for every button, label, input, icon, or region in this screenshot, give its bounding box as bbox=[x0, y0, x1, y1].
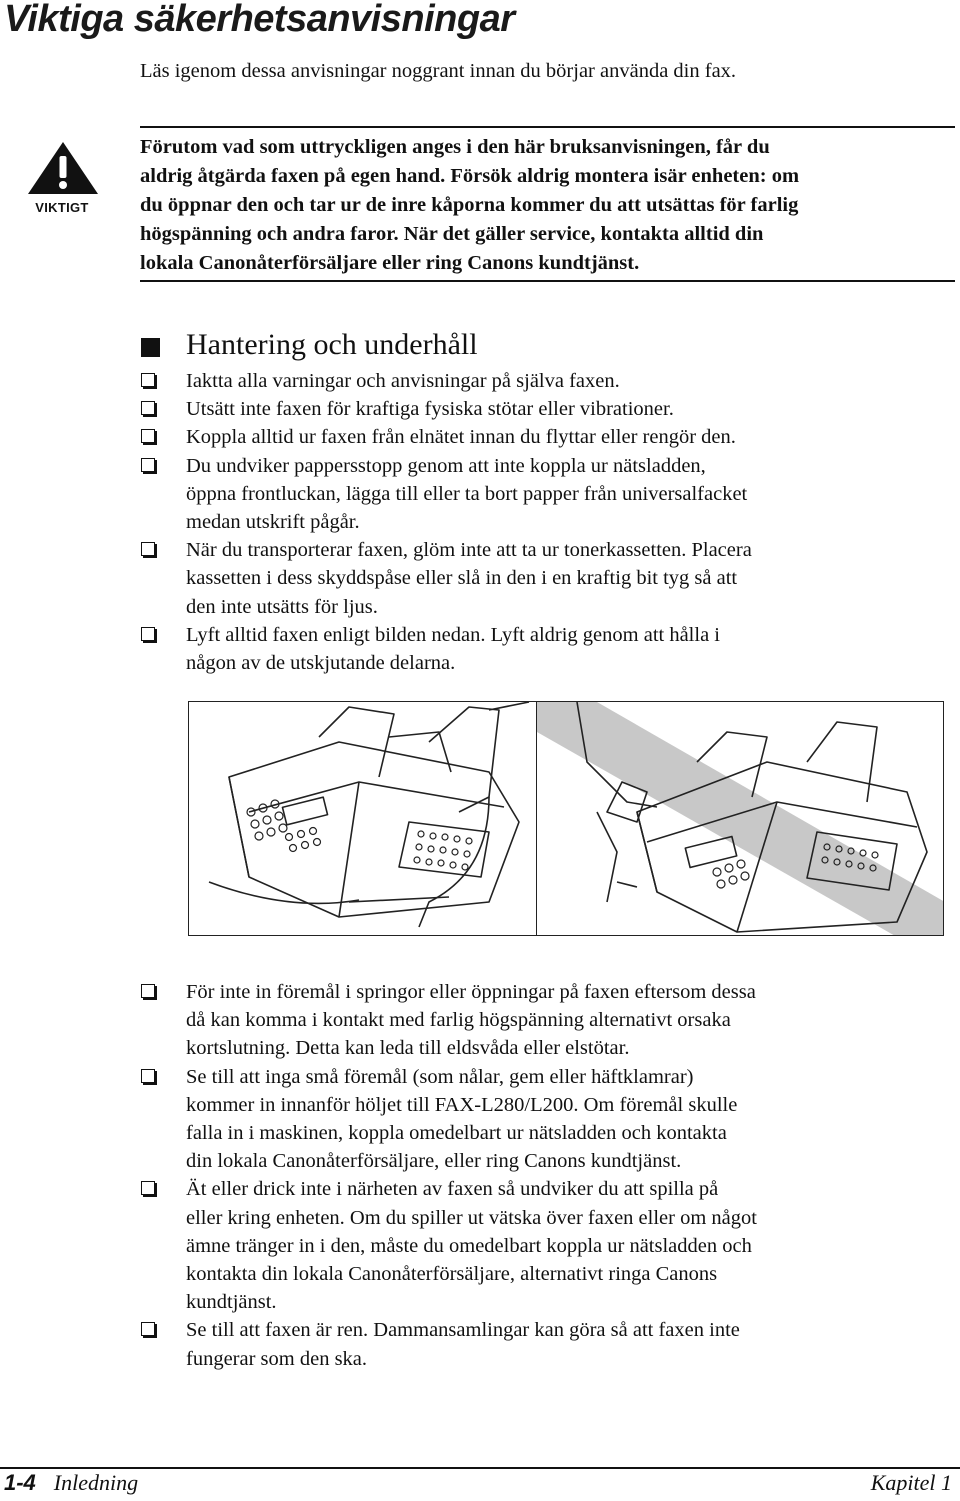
warning-text bbox=[140, 133, 955, 278]
section-bullet-icon bbox=[141, 338, 160, 357]
footer-chapter: Kapitel 1 bbox=[870, 1470, 952, 1495]
list-item-line: Utsätt inte faxen för kraftiga fysiska stötar eller vibrationer. bbox=[186, 398, 674, 421]
footer-rule bbox=[0, 1467, 960, 1469]
list-item-line: Iaktta alla varningar och anvisningar på själva faxen. bbox=[186, 370, 620, 392]
list-item-line: Ät eller drick inte i närheten av faxen så undviker du att spilla på bbox=[186, 1178, 719, 1201]
list-item-line: kassetten i dess skyddspåse eller slå in den i en kraftig bit tyg så att bbox=[186, 567, 738, 590]
list-item bbox=[0, 1175, 960, 1316]
list-item-line: Lyft alltid faxen enligt bilden nedan. Lyft aldrig genom att hålla i bbox=[186, 623, 720, 646]
warning-label: VIKTIGT bbox=[35, 200, 89, 215]
list-item-line: då kan komma i kontakt med farlig högspänning alternativt orsaka bbox=[186, 1009, 731, 1032]
warning-triangle-icon bbox=[26, 140, 100, 196]
checkbox-bullet-icon bbox=[141, 1322, 155, 1336]
list-item-line: Se till att inga små föremål (som nålar, gem eller häftklamrar) bbox=[186, 1065, 694, 1088]
checkbox-bullet-icon bbox=[141, 458, 155, 472]
section-heading: Hantering och underhåll bbox=[186, 328, 478, 361]
list-item-line: kontakta din lokala Canonåterförsäljare, alternativt ringa Canons bbox=[186, 1263, 718, 1286]
checkbox-bullet-icon bbox=[141, 429, 155, 443]
list-item bbox=[0, 978, 960, 1063]
footer-section: Inledning bbox=[53, 1470, 139, 1495]
warning-top-rule bbox=[140, 126, 955, 128]
warning-line: du öppnar den och tar ur de inre kåporna kommer du att utsättas för farlig bbox=[140, 194, 799, 216]
list-item-line: den inte utsätts för ljus. bbox=[186, 595, 378, 618]
fax-lift-incorrect-illustration bbox=[536, 701, 944, 936]
list-item bbox=[0, 621, 960, 677]
list-item-line: kortslutning. Detta kan leda till eldsvåda eller elstötar. bbox=[186, 1037, 630, 1060]
list-item-line: öppna frontluckan, lägga till eller ta bort papper från universalfacket bbox=[186, 482, 748, 505]
list-item-line: När du transporterar faxen, glöm inte att ta ur tonerkassetten. Placera bbox=[186, 539, 752, 562]
checkbox-bullet-icon bbox=[141, 373, 155, 387]
fax-lift-correct-illustration bbox=[188, 701, 596, 936]
warning-line: lokala Canonåterförsäljare eller ring Canons kundtjänst. bbox=[140, 252, 640, 274]
checkbox-bullet-icon bbox=[141, 542, 155, 556]
checkbox-bullet-icon bbox=[141, 627, 155, 641]
list-item-line: ämne tränger in i den, måste du omedelbart koppla ur nätsladden och bbox=[186, 1234, 752, 1257]
list-item-line: kommer in innanför höljet till FAX-L280/L200. Om föremål skulle bbox=[186, 1093, 738, 1116]
footer-page-number: 1-4 bbox=[4, 1470, 36, 1495]
list-item bbox=[0, 452, 960, 537]
list-item bbox=[0, 1316, 960, 1372]
list-item-line: Se till att faxen är ren. Dammansamlingar kan göra så att faxen inte bbox=[186, 1319, 740, 1342]
warning-line: aldrig åtgärda faxen på egen hand. Försök aldrig montera isär enheten: om bbox=[140, 165, 800, 187]
checkbox-bullet-icon bbox=[141, 1069, 155, 1083]
list-item-line: kundtjänst. bbox=[186, 1291, 277, 1314]
list-item-line: Koppla alltid ur faxen från elnätet innan du flyttar eller rengör den. bbox=[186, 426, 736, 449]
list-item bbox=[0, 395, 960, 423]
list-item-line: falla in i maskinen, koppla omedelbart ur nätsladden och kontakta bbox=[186, 1122, 727, 1145]
list-item-line: eller kring enheten. Om du spiller ut vätska över faxen eller om något bbox=[186, 1206, 757, 1229]
checkbox-bullet-icon bbox=[141, 984, 155, 998]
page-title: Viktiga säkerhetsanvisningar bbox=[4, 0, 515, 40]
intro-text: Läs igenom dessa anvisningar noggrant innan du börjar använda din fax. bbox=[140, 60, 737, 82]
list-item-line: För inte in föremål i springor eller öppningar på faxen eftersom dessa bbox=[186, 981, 756, 1003]
list-item bbox=[0, 1063, 960, 1176]
instruction-list-before bbox=[0, 367, 960, 677]
list-item-line: medan utskrift pågår. bbox=[186, 511, 360, 534]
warning-line: högspänning och andra faror. När det gäller service, kontakta alltid din bbox=[140, 223, 764, 245]
warning-bottom-rule bbox=[140, 280, 955, 282]
list-item bbox=[0, 423, 960, 451]
warning-line: Förutom vad som uttryckligen anges i den här bruksanvisningen, får du bbox=[140, 136, 770, 158]
checkbox-bullet-icon bbox=[141, 401, 155, 415]
checkbox-bullet-icon bbox=[141, 1181, 155, 1195]
list-item-line: Du undviker pappersstopp genom att inte koppla ur nätsladden, bbox=[186, 454, 706, 477]
instruction-list-after bbox=[0, 978, 960, 1373]
footer-left bbox=[4, 1470, 138, 1496]
list-item-line: någon av de utskjutande delarna. bbox=[186, 652, 456, 675]
list-item bbox=[0, 367, 960, 395]
list-item bbox=[0, 536, 960, 621]
list-item-line: din lokala Canonåterförsäljare, eller ring Canons kundtjänst. bbox=[186, 1150, 682, 1173]
list-item-line: fungerar som den ska. bbox=[186, 1347, 368, 1370]
